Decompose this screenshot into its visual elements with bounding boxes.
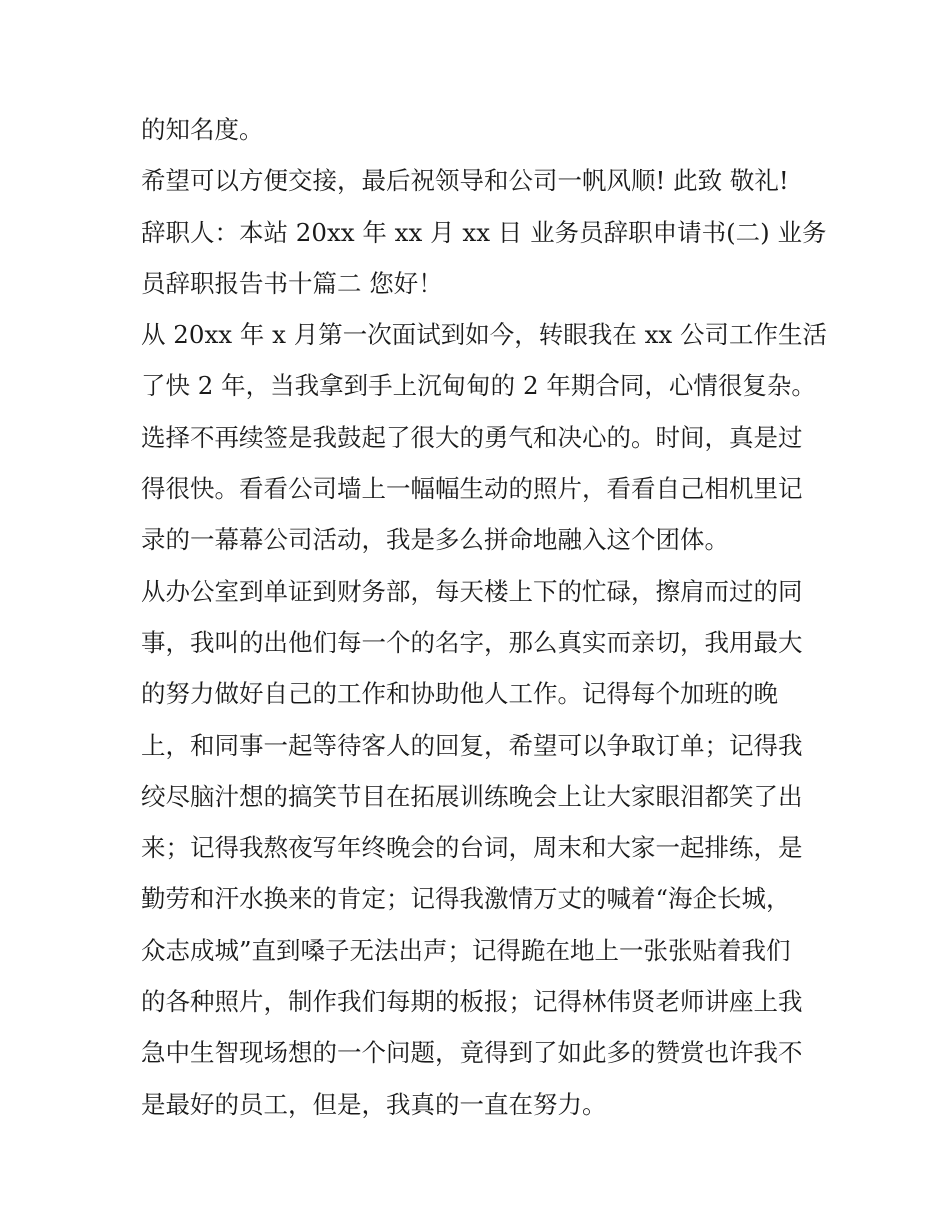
text-line: 员辞职报告书十篇二 您好！ (141, 268, 443, 298)
text-line: 上，和同事一起等待客人的回复，希望可以争取订单；记得我 (141, 730, 803, 760)
text-line: 是最好的员工，但是，我真的一直在努力。 (141, 1089, 607, 1119)
text-line: 从 20xx 年 x 月第一次面试到如今，转眼我在 xx 公司工作生活 (141, 320, 827, 350)
text-line: 急中生智现场想的一个问题，竟得到了如此多的赞赏也许我不 (141, 1038, 803, 1068)
text-line: 的各种照片，制作我们每期的板报；记得林伟贤老师讲座上我 (141, 987, 803, 1017)
text-line: 得很快。看看公司墙上一幅幅生动的照片，看看自己相机里记 (141, 474, 803, 504)
text-line: 绞尽脑汁想的搞笑节目在拓展训练晚会上让大家眼泪都笑了出 (141, 781, 803, 811)
text-line: 选择不再续签是我鼓起了很大的勇气和决心的。时间，真是过 (141, 422, 803, 452)
text-line: 事，我叫的出他们每一个的名字，那么真实而亲切，我用最大 (141, 627, 803, 657)
text-line: 的知名度。 (141, 115, 264, 144)
text-line: 希望可以方便交接，最后祝领导和公司一帆风顺! 此致 敬礼! (141, 166, 789, 196)
text-line: 来；记得我熬夜写年终晚会的台词，周末和大家一起排练，是 (141, 833, 803, 863)
text-line: 众志成城”直到嗓子无法出声；记得跪在地上一张张贴着我们 (141, 935, 791, 965)
text-line: 从办公室到单证到财务部，每天楼上下的忙碌，擦肩而过的同 (141, 576, 803, 606)
text-line: 了快 2 年，当我拿到手上沉甸甸的 2 年期合同，心情很复杂。 (141, 371, 816, 401)
text-line: 辞职人：本站 20xx 年 xx 月 xx 日 业务员辞职申请书(二) 业务 (141, 217, 827, 247)
body-text (141, 104, 827, 1130)
text-line: 录的一幕幕公司活动，我是多么拼命地融入这个团体。 (141, 525, 729, 555)
text-line: 的努力做好自己的工作和协助他人工作。记得每个加班的晚 (141, 679, 778, 709)
text-line: 勤劳和汗水换来的肯定；记得我激情万丈的喊着“海企长城， (141, 884, 791, 914)
